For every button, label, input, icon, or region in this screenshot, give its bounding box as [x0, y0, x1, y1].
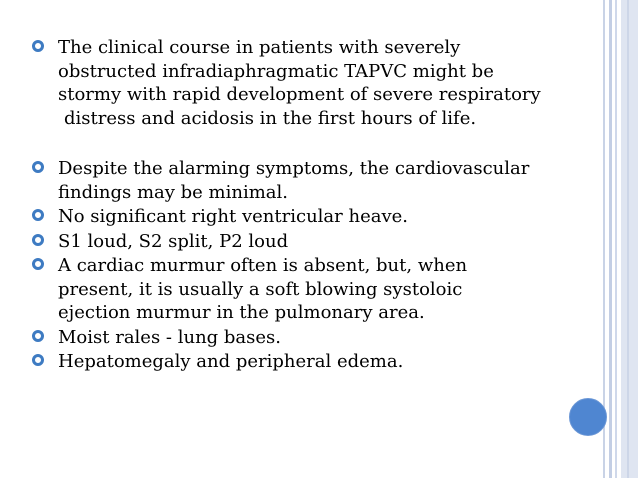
bullet-line: Hepatomegaly and peripheral edema. — [58, 351, 404, 372]
ring-bullet-icon — [32, 209, 44, 221]
decorative-stripe — [615, 0, 617, 478]
decorative-stripe — [609, 0, 612, 478]
bullet-line: Despite the alarming symptoms, the cardiovascular — [58, 158, 530, 179]
ring-bullet-icon — [32, 354, 44, 366]
bullet-line: stormy with rapid development of severe respiratory — [58, 84, 541, 105]
ring-bullet-icon — [32, 161, 44, 173]
bullet-line: Moist rales - lung bases. — [58, 326, 282, 348]
bullet-line: findings may be minimal. — [58, 181, 288, 203]
decorative-stripe — [621, 0, 638, 478]
bullet-line: S1 loud, S2 split, P2 loud — [58, 230, 289, 252]
ring-bullet-icon — [32, 234, 44, 246]
bullet-line: present, it is usually a soft blowing systoloic — [58, 278, 463, 300]
bullet-line: distress and acidosis in the first hours of life. — [64, 107, 477, 129]
decorative-stripe — [627, 0, 629, 478]
ring-bullet-icon — [32, 330, 44, 342]
bullet-item — [30, 254, 605, 325]
bullet-item — [30, 350, 605, 374]
bullet-list — [30, 36, 605, 375]
circle-button[interactable] — [569, 398, 607, 436]
ring-bullet-icon — [32, 40, 44, 52]
ring-bullet-icon — [32, 258, 44, 270]
bullet-line: A cardiac murmur often is absent, but, when — [58, 255, 468, 276]
bullet-item — [30, 205, 605, 229]
bullet-line: The clinical course in patients with severely — [58, 37, 461, 58]
bullet-item — [30, 230, 605, 254]
spacer — [30, 130, 605, 157]
bullet-line: ejection murmur in the pulmonary area. — [58, 302, 425, 323]
bullet-line: No significant right ventricular heave. — [58, 206, 408, 227]
bullet-item — [30, 36, 605, 130]
bullet-item — [30, 157, 605, 204]
bullet-item — [30, 326, 605, 350]
bullet-line: obstructed infradiaphragmatic TAPVC might be — [58, 60, 494, 82]
